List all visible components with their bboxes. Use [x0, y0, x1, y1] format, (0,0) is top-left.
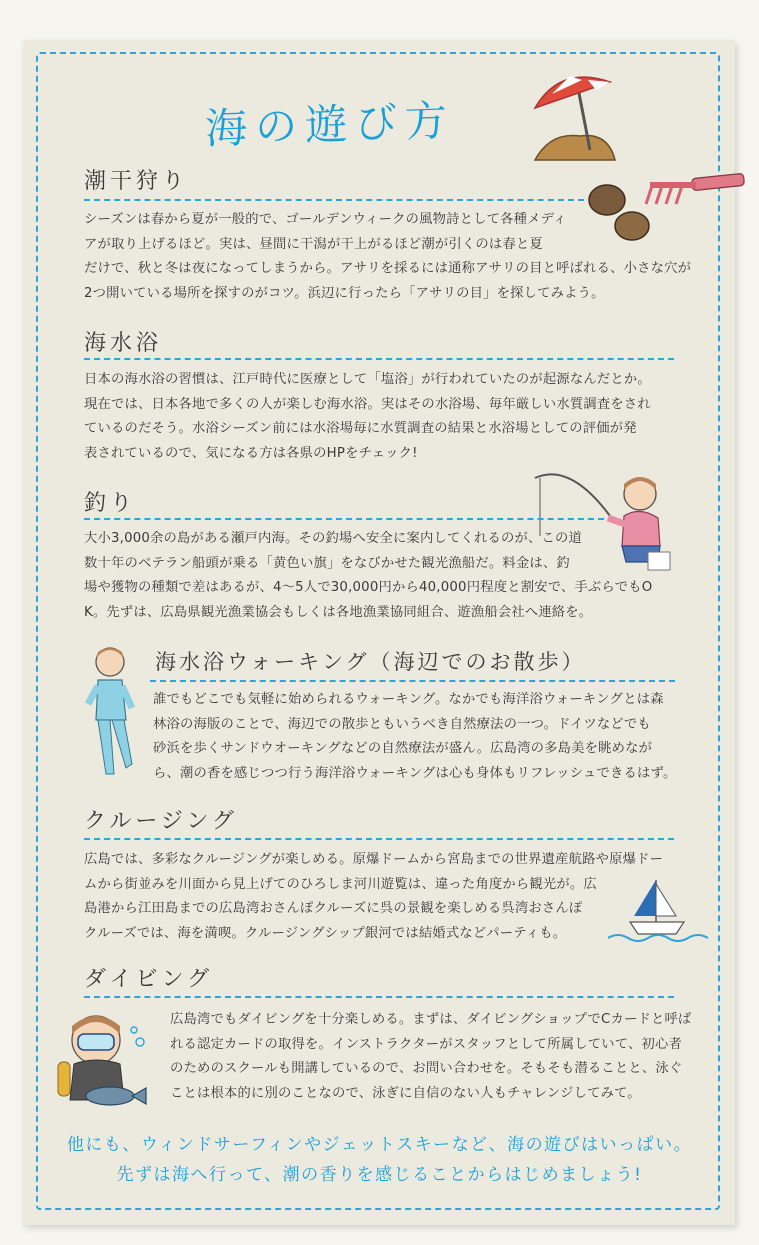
section-rule [84, 358, 674, 360]
beach-umbrella-icon [530, 70, 620, 170]
text-line: 数十年のベテラン船頭が乗る「黄色い旗」をなびかせた観光漁船だ。料金は、釣 [84, 555, 570, 571]
walking-person-icon [82, 642, 142, 782]
section-body-shiohigari [84, 208, 691, 306]
section-body-walking [153, 688, 676, 786]
section-body-tsuri [84, 527, 652, 625]
text-line: 広島では、多彩なクルージングが楽しめる。原爆ドームから宮島までの世界遺産航路や原爆ドー [84, 852, 664, 867]
text-line: だけで、秋と冬は夜になってしまうから。アサリを採るには通称アサリの目と呼ばれる、小さな穴が [84, 261, 692, 276]
text-line: のためのスクールも開講しているので、お問い合わせを。そもそも潜ることと、泳ぐ [170, 1061, 683, 1076]
text-line: 誰でもどこでも気軽に始められるウォーキング。なかでも海洋浴ウォーキングとは森 [153, 692, 664, 707]
closing-line-2: 先ずは海へ行って、潮の香りを感じることからはじめましょう! [116, 1165, 643, 1185]
text-line: K。先ずは、広島県観光漁業協会もしくは各地漁業協同組合、遊漁船会社へ連絡を。 [84, 604, 593, 620]
section-body-cruising [84, 848, 663, 946]
page-title: 海の遊び方 [204, 95, 456, 154]
text-line: ら、潮の香を感じつつ行う海洋浴ウォーキングは心も身体もリフレッシュできるはず。 [153, 765, 677, 781]
closing-line-1: 他にも、ウィンドサーフィンやジェットスキーなど、海の遊びはいっぱい。 [66, 1135, 693, 1155]
sailboat-icon [604, 876, 714, 946]
section-heading-walking: 海水浴ウォーキング（海辺でのお散歩） [155, 650, 586, 674]
text-line: 現在では、日本各地で多くの人が楽しむ海水浴。実はその水浴場、毎年厳しい水質調査をされ [84, 396, 651, 412]
section-heading-kaisuiyoku: 海水浴 [84, 331, 163, 356]
text-line: 砂浜を歩くサンドウオーキングなどの自然療法が盛ん。広島湾の多島美を眺めなが [153, 741, 653, 756]
diver-icon [54, 1004, 158, 1114]
text-line: 表されているので、気になる方は各県のHPをチェック! [84, 445, 418, 461]
text-line: 場や獲物の種類で差はあるが、4～5人で30,000円から40,000円程度と割安で、手ぶらでもO [84, 580, 653, 595]
text-line: ているのだそう。水浴シーズン前には水浴場毎に水質調査の結果と水浴場としての評価が発 [84, 421, 637, 436]
text-line: 広島湾でもダイビングを十分楽しめる。まずは、ダイビングショップでCカードと呼ば [170, 1012, 692, 1027]
section-body-diving [170, 1008, 691, 1106]
section-rule [84, 518, 604, 520]
section-heading-shiohigari: 潮干狩り [84, 169, 189, 194]
text-line: 林浴の海版のことで、海辺での散歩ともいうべき自然療法の一つ。ドイツなどでも [153, 716, 651, 732]
section-heading-diving: ダイビング [84, 967, 214, 992]
text-line: シーズンは春から夏が一般的で、ゴールデンウィークの風物詩として各種メディ [84, 212, 567, 227]
text-line: 2つ開いている場所を探すのがコツ。浜辺に行ったら「アサリの目」を探してみよう。 [84, 285, 605, 301]
text-line: ことは根本的に別のことなので、泳ぎに自信のない人もチャレンジしてみて。 [170, 1085, 641, 1101]
text-line: れる認定カードの取得を。インストラクターがスタッフとして所属していて、初心者 [170, 1036, 682, 1052]
section-rule [84, 996, 674, 998]
section-heading-tsuri: 釣り [84, 491, 137, 516]
text-line: 島港から江田島までの広島湾おさんぽクルーズに呉の景観を楽しめる呉湾おさんぽ [84, 901, 583, 916]
section-rule [150, 680, 675, 682]
section-rule [84, 838, 674, 840]
text-line: アが取り上げるほど。実は、昼間に干潟が干上がるほど潮が引くのは春と夏 [84, 236, 543, 252]
section-body-kaisuiyoku [84, 368, 651, 466]
section-rule [84, 199, 584, 201]
text-line: クルーズでは、海を満喫。クルージングシップ銀河では結婚式などパーティも。 [84, 925, 567, 941]
text-line: 日本の海水浴の習慣は、江戸時代に医療として「塩浴」が行われていたのが起源なんだとか。 [84, 372, 651, 387]
section-heading-cruising: クルージング [84, 809, 238, 834]
text-line: ムから街並みを川面から見上げてのひろしま河川遊覧は、違った角度から観光が。広 [84, 876, 597, 892]
text-line: 大小3,000余の島がある瀬戸内海。その釣場へ安全に案内してくれるのが、この道 [84, 531, 582, 546]
